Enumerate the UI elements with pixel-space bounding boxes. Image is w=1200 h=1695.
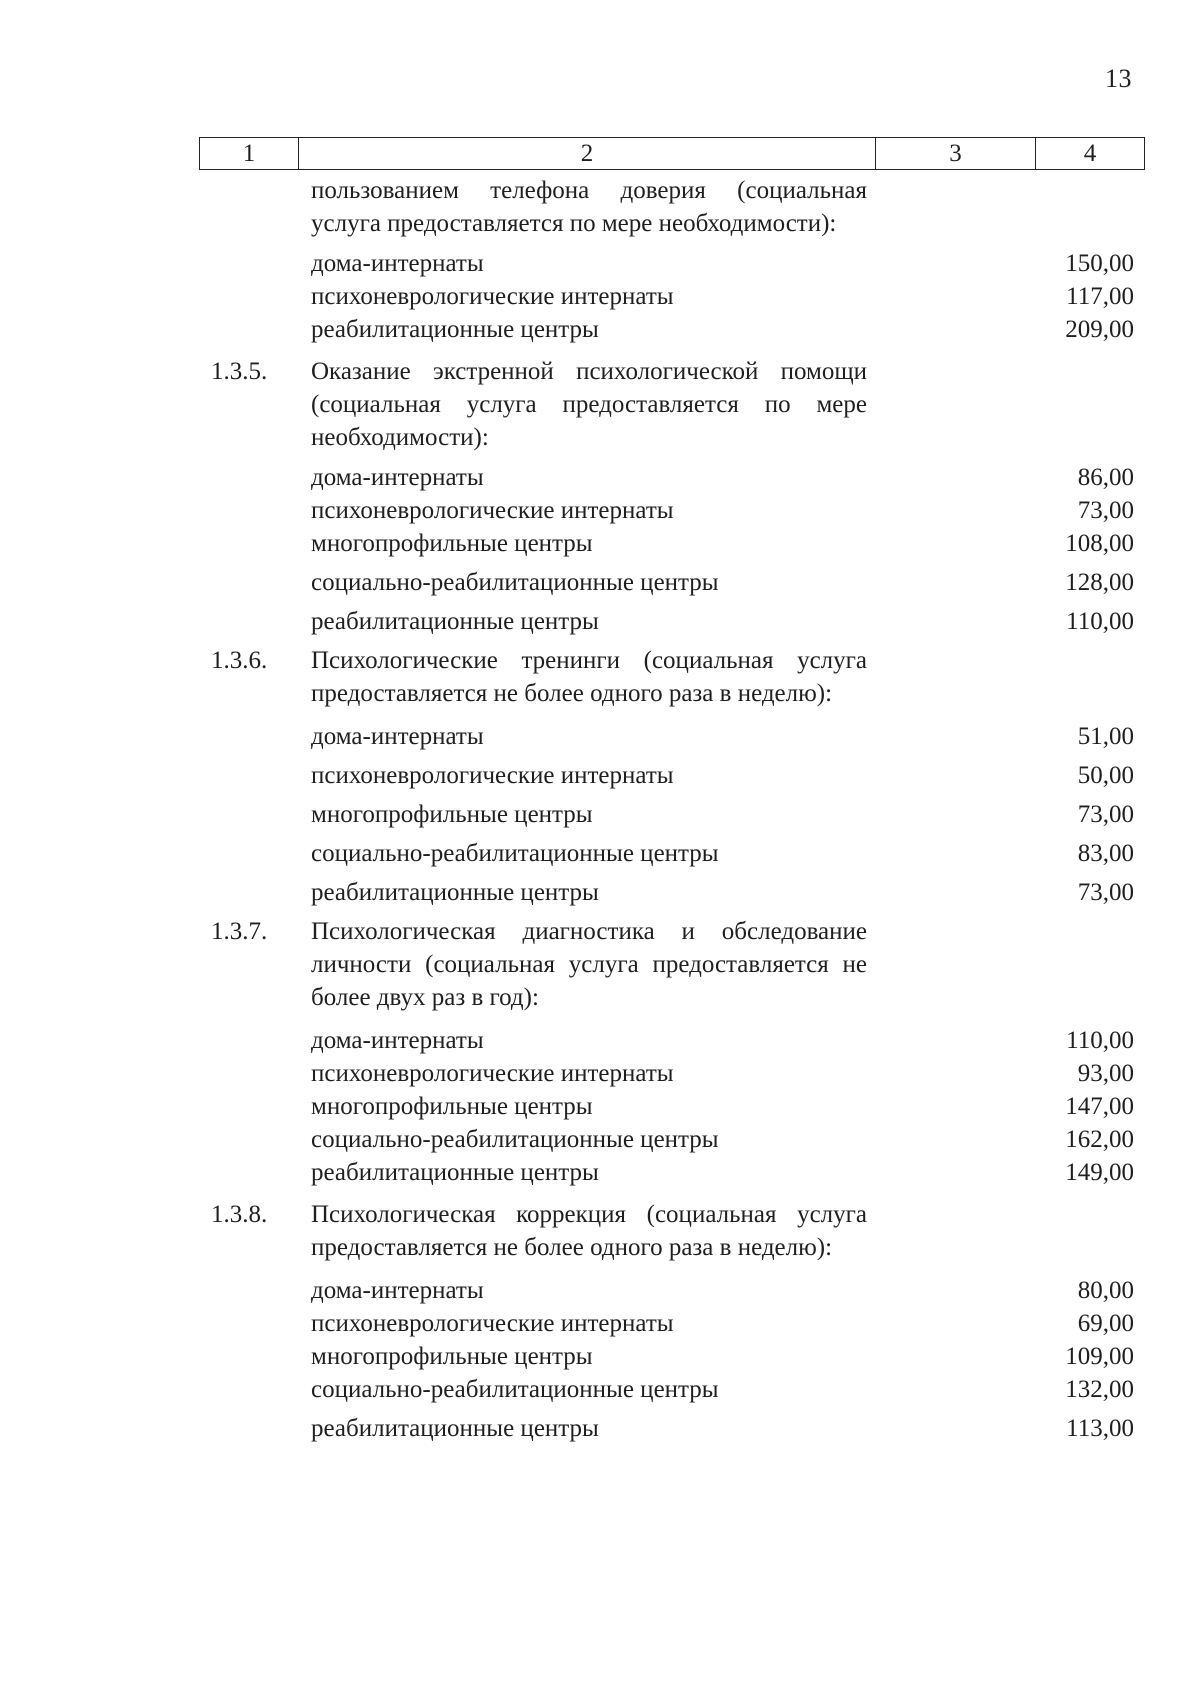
list-item (199, 1340, 1145, 1373)
service-section (199, 1198, 1145, 1264)
list-item (199, 1057, 1145, 1090)
list-item (199, 1024, 1145, 1057)
list-item (199, 1123, 1145, 1156)
price-value: 109,00 (1065, 1343, 1134, 1370)
list-item (199, 247, 1145, 280)
service-section (199, 355, 1145, 454)
list-item (199, 1373, 1145, 1406)
section-number: 1.3.6. (211, 647, 268, 674)
price-value: 80,00 (1077, 1277, 1134, 1304)
institution-type: социально-реабилитационные центры (311, 840, 719, 867)
table-header-col-2: 2 (298, 138, 875, 169)
institution-type: психоневрологические интернаты (311, 497, 674, 524)
table-body (199, 174, 1145, 1445)
price-value: 50,00 (1077, 762, 1134, 789)
institution-type: психоневрологические интернаты (311, 1310, 674, 1337)
price-value: 51,00 (1077, 723, 1134, 750)
table-header-col-1: 1 (242, 140, 256, 167)
institution-type: многопрофильные центры (311, 801, 593, 828)
list-item (199, 313, 1145, 346)
institution-type: дома-интернаты (311, 250, 484, 277)
price-value: 113,00 (1066, 1415, 1134, 1442)
section-description: Психологическая коррекция (социальная услуга предоставляется не более одного раза в неделю): (311, 1201, 867, 1261)
section-number: 1.3.8. (211, 1201, 268, 1228)
list-item (199, 1412, 1145, 1445)
list-item (199, 605, 1145, 638)
price-value: 132,00 (1065, 1376, 1134, 1403)
price-value: 73,00 (1077, 497, 1134, 524)
price-value: 147,00 (1065, 1093, 1134, 1120)
price-value: 73,00 (1077, 879, 1134, 906)
list-item (199, 759, 1145, 792)
institution-type: психоневрологические интернаты (311, 283, 674, 310)
section-number: 1.3.7. (211, 918, 268, 945)
institution-type: реабилитационные центры (311, 1159, 599, 1186)
price-value: 128,00 (1065, 569, 1134, 596)
price-value: 83,00 (1077, 840, 1134, 867)
institution-type: реабилитационные центры (311, 1415, 599, 1442)
institution-type: реабилитационные центры (311, 608, 599, 635)
list-item (199, 837, 1145, 870)
list-item (199, 1090, 1145, 1123)
price-value: 69,00 (1077, 1310, 1134, 1337)
price-value: 110,00 (1066, 1027, 1134, 1054)
list-item (199, 720, 1145, 753)
list-item (199, 527, 1145, 560)
price-value: 117,00 (1066, 283, 1134, 310)
service-section (199, 915, 1145, 1014)
list-item (199, 798, 1145, 831)
list-item (199, 876, 1145, 909)
institution-type: дома-интернаты (311, 723, 484, 750)
list-item (199, 1274, 1145, 1307)
table-header-row (199, 137, 1145, 170)
price-value: 108,00 (1065, 530, 1134, 557)
section-description: пользованием телефона доверия (социальная услуга предоставляется по мере необходимости): (311, 177, 867, 237)
institution-type: дома-интернаты (311, 464, 484, 491)
institution-type: социально-реабилитационные центры (311, 569, 719, 596)
page-number: 13 (1105, 64, 1132, 93)
section-description: Психологические тренинги (социальная услуга предоставляется не более одного раза в неделю): (311, 647, 867, 707)
institution-type: дома-интернаты (311, 1027, 484, 1054)
list-item (199, 494, 1145, 527)
continuation-section (199, 174, 1145, 240)
section-description: Оказание экстренной психологической помощи (социальная услуга предоставляется по мере необходимости): (311, 358, 867, 451)
institution-type: реабилитационные центры (311, 316, 599, 343)
price-value: 150,00 (1065, 250, 1134, 277)
table-header-col-3: 3 (875, 138, 1035, 169)
institution-type: реабилитационные центры (311, 879, 599, 906)
price-value: 86,00 (1077, 464, 1134, 491)
service-section (199, 644, 1145, 710)
section-number: 1.3.5. (211, 358, 268, 385)
price-value: 93,00 (1077, 1060, 1134, 1087)
institution-type: многопрофильные центры (311, 1093, 593, 1120)
price-value: 73,00 (1077, 801, 1134, 828)
institution-type: многопрофильные центры (311, 530, 593, 557)
price-value: 110,00 (1066, 608, 1134, 635)
list-item (199, 1156, 1145, 1189)
section-description: Психологическая диагностика и обследование личности (социальная услуга предоставляется не более двух раз в год): (311, 918, 867, 1011)
list-item (199, 280, 1145, 313)
list-item (199, 566, 1145, 599)
institution-type: психоневрологические интернаты (311, 1060, 674, 1087)
price-value: 162,00 (1065, 1126, 1134, 1153)
table-header-col-4: 4 (1035, 138, 1144, 169)
institution-type: дома-интернаты (311, 1277, 484, 1304)
institution-type: социально-реабилитационные центры (311, 1376, 719, 1403)
institution-type: психоневрологические интернаты (311, 762, 674, 789)
institution-type: многопрофильные центры (311, 1343, 593, 1370)
section-number (199, 174, 297, 240)
institution-type: социально-реабилитационные центры (311, 1126, 719, 1153)
list-item (199, 1307, 1145, 1340)
price-value: 149,00 (1065, 1159, 1134, 1186)
price-value: 209,00 (1065, 316, 1134, 343)
list-item (199, 461, 1145, 494)
